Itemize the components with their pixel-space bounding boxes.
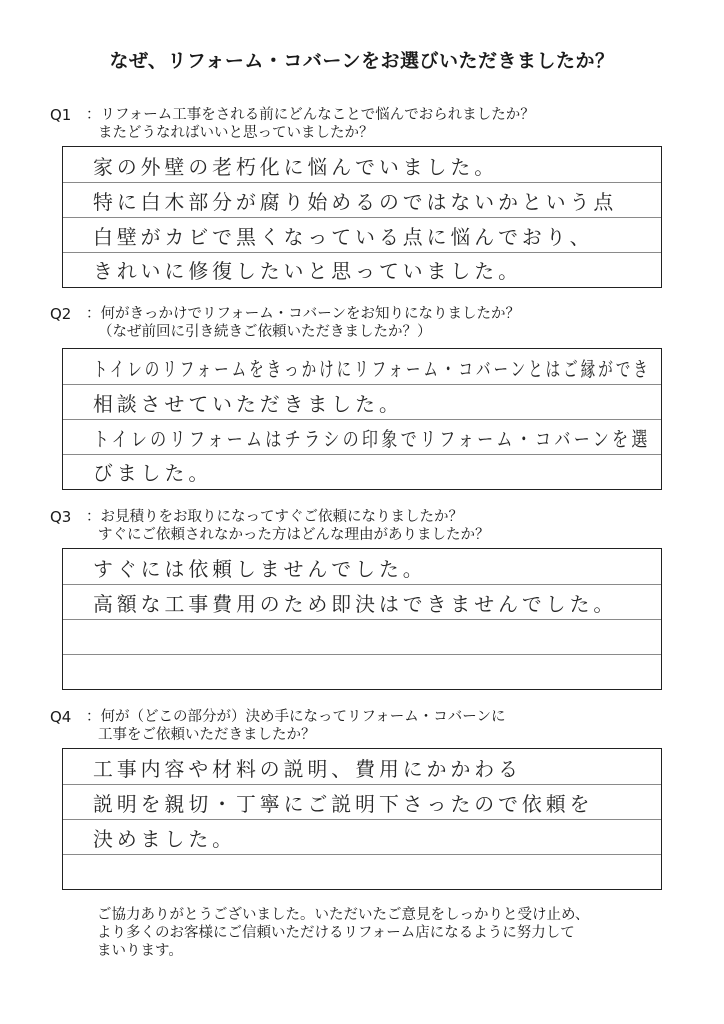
q4-answer-line-2: 説明を親切・丁寧にご説明下さったので依頼を xyxy=(93,792,594,816)
answer-rule-line xyxy=(63,384,661,385)
q1-answer-box xyxy=(62,146,662,288)
q1-answer-line-1: 家の外壁の老朽化に悩んでいました。 xyxy=(93,155,499,179)
answer-rule-line xyxy=(63,217,661,218)
q3-answer-box xyxy=(62,548,662,690)
q2-label: Q2 xyxy=(50,305,72,323)
answer-rule-line xyxy=(63,654,661,655)
q2-answer-line-3: トイレのリフォームはチラシの印象でリフォーム・コバーンを選 xyxy=(93,427,651,451)
q2-answer-line-1: トイレのリフォームをきっかけにリフォーム・コバーンとはご縁ができ xyxy=(93,357,651,381)
thank-you-line-1: ご協力ありがとうございました。いただいたご意見をしっかりと受け止め、 xyxy=(97,907,590,923)
answer-rule-line xyxy=(63,619,661,620)
q3-answer-line-1: すぐには依頼しませんでした。 xyxy=(93,557,427,581)
thank-you-line-3: まいります。 xyxy=(97,943,183,959)
q1-label: Q1 xyxy=(50,106,72,124)
answer-rule-line xyxy=(63,584,661,585)
answer-rule-line xyxy=(63,252,661,253)
thank-you-note xyxy=(97,906,589,960)
q2-answer-box xyxy=(62,348,662,490)
q4-answer-line-3: 決めました。 xyxy=(93,827,236,851)
q3-answer-line-2: 高額な工事費用のため即決はできませんでした。 xyxy=(93,592,618,616)
q2-question-line1: ：何がきっかけでリフォーム・コバーンをお知りになりましたか？ xyxy=(86,306,520,322)
q1-answer-line-2: 特に白木部分が腐り始めるのではないかという点 xyxy=(93,190,618,214)
q1-answer-line-3: 白壁がカビで黒くなっている点に悩んでおり、 xyxy=(93,225,594,249)
q2-question-line2: （なぜ前回に引き続きご依頼いただきましたか？） xyxy=(98,324,432,340)
q4-answer-box xyxy=(62,748,662,890)
q3-label: Q3 xyxy=(50,508,72,526)
answer-rule-line xyxy=(63,419,661,420)
q2-answer-line-4: びました。 xyxy=(93,461,213,485)
answer-rule-line xyxy=(63,854,661,855)
q4-question-line1: ：何が（どこの部分が）決め手になってリフォーム・コバーンに xyxy=(86,709,506,725)
q1-question-line2: またどうなればいいと思っていましたか？ xyxy=(98,125,374,141)
q4-question-line2: 工事をご依頼いただきましたか？ xyxy=(98,727,316,743)
q3-question-line1: ：お見積りをお取りになってすぐご依頼になりましたか？ xyxy=(86,509,463,525)
page-title: なぜ、リフォーム・コバーンをお選びいただきましたか？ xyxy=(109,50,615,72)
q4-label: Q4 xyxy=(50,708,72,726)
answer-rule-line xyxy=(63,454,661,455)
q2-answer-line-2: 相談させていただきました。 xyxy=(93,392,403,416)
q4-answer-line-1: 工事内容や材料の説明、費用にかかわる xyxy=(93,757,522,781)
thank-you-line-2: より多くのお客様にご信頼いただけるリフォーム店になるように努力して xyxy=(97,925,575,941)
q3-question-line2: すぐにご依頼されなかった方はどんな理由がありましたか？ xyxy=(98,527,490,543)
answer-rule-line xyxy=(63,784,661,785)
q1-answer-line-4: きれいに修復したいと思っていました。 xyxy=(93,259,522,283)
answer-rule-line xyxy=(63,819,661,820)
q1-question-line1: ：リフォーム工事をされる前にどんなことで悩んでおられましたか？ xyxy=(86,107,535,123)
answer-rule-line xyxy=(63,182,661,183)
